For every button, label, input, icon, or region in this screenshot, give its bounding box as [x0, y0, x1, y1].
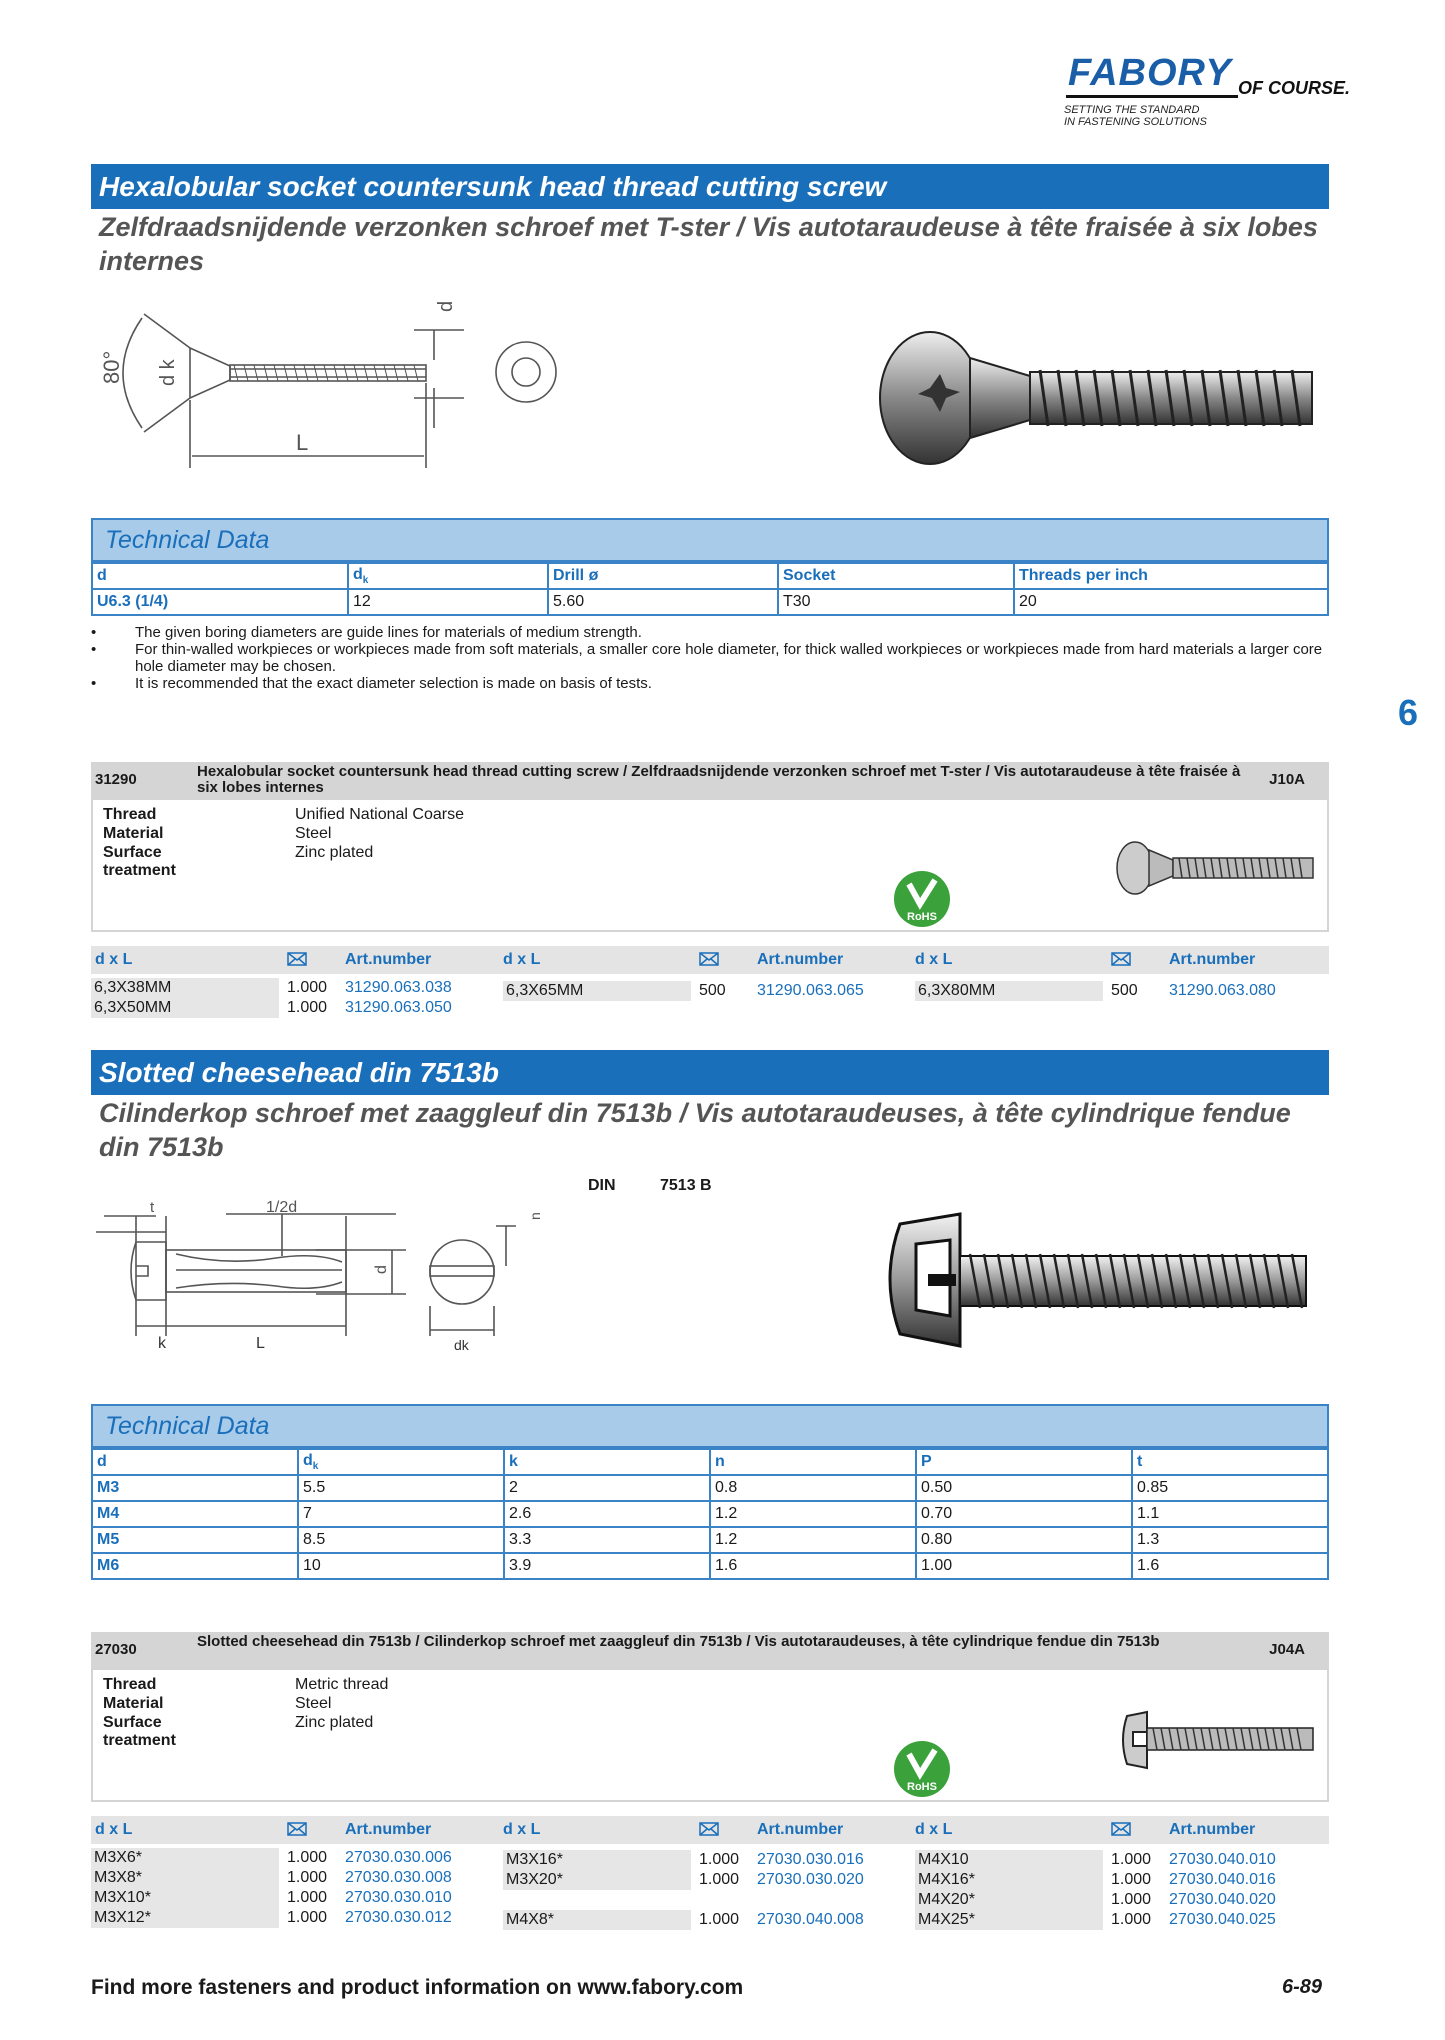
art-number-link[interactable]: 27030.040.010: [1169, 1851, 1276, 1868]
drawing-k-label: k: [158, 1335, 166, 1352]
tech-col-d: d: [92, 1449, 298, 1475]
tech-col-tpi: Threads per inch: [1014, 563, 1328, 589]
tech-cell: U6.3 (1/4): [92, 589, 348, 615]
order-header-1: [91, 946, 1329, 974]
screw-photo-countersunk: [870, 328, 1320, 468]
rohs-icon: [893, 870, 951, 928]
logo-underline: [1066, 95, 1238, 98]
tech-data-table-1: [91, 562, 1329, 616]
order-col-dl: d x L: [915, 951, 953, 968]
art-number-link[interactable]: 27030.040.016: [1169, 1871, 1276, 1888]
fabory-logo: [1062, 52, 1362, 142]
tech-data-header-1: Technical Data: [91, 518, 1329, 562]
tech-col-t: t: [1132, 1449, 1328, 1475]
art-number-link[interactable]: 31290.063.050: [345, 999, 452, 1016]
logo-of-course: OF COURSE.: [1238, 78, 1351, 98]
table-row: M4 7 2.6 1.2 0.70 1.1: [92, 1501, 1328, 1527]
envelope-icon: [699, 1821, 719, 1842]
order-col-art: Art.number: [1169, 951, 1256, 968]
section2-title: Slotted cheesehead din 7513b: [91, 1050, 1329, 1095]
din-value: 7513 B: [660, 1177, 712, 1194]
note-item: • For thin-walled workpieces or workpieces made from soft materials, a smaller core hole diameter, for thick walled workpieces or workpieces made from hard materials a larger core hole diameter may be chosen.: [91, 641, 1323, 675]
technical-drawing-cheesehead: [96, 1196, 552, 1366]
rohs-icon: [893, 1740, 951, 1798]
envelope-icon: [287, 951, 307, 972]
section1-subtitle: Zelfdraadsnijdende verzonken schroef met T-ster / Vis autotaraudeuse à tête fraisée à six lobes internes: [99, 212, 1318, 276]
order-col-dl: d x L: [915, 1821, 953, 1838]
tech-header-row: [92, 1449, 1328, 1475]
drawing-t-label: t: [150, 1199, 155, 1216]
tech-col-socket: Socket: [778, 563, 1014, 589]
note-item: • It is recommended that the exact diameter selection is made on basis of tests.: [91, 675, 652, 692]
order-header-2: [91, 1816, 1329, 1844]
tech-col-n: n: [710, 1449, 916, 1475]
drawing-dk-label: d k: [157, 359, 179, 386]
envelope-icon: [287, 1821, 307, 1842]
logo-brand: FABORY: [1068, 52, 1232, 94]
table-row: M3 5.5 2 0.8 0.50 0.85: [92, 1475, 1328, 1501]
table-row: M6 10 3.9 1.6 1.00 1.6: [92, 1553, 1328, 1579]
art-number-link[interactable]: 27030.040.008: [757, 1911, 864, 1928]
tech-header-row: [92, 563, 1328, 589]
art-number-link[interactable]: 27030.030.012: [345, 1909, 452, 1926]
drawing-L-label: L: [296, 430, 309, 455]
art-number-link[interactable]: 31290.063.038: [345, 979, 452, 996]
product-title: Slotted cheesehead din 7513b / Cilinderkop schroef met zaaggleuf din 7513b / Vis autotaraudeuses, à tête cylindrique fendue din 7513b: [197, 1633, 1160, 1650]
drawing-half-d-label: 1/2d: [266, 1199, 298, 1216]
art-number-link[interactable]: 31290.063.080: [1169, 982, 1276, 999]
order-col-dl: d x L: [95, 1821, 133, 1838]
order-col-art: Art.number: [345, 1821, 432, 1838]
product-grade: J10A: [1269, 771, 1305, 788]
envelope-icon: [1111, 951, 1131, 972]
din-label: DIN: [588, 1177, 616, 1194]
art-number-link[interactable]: 31290.063.065: [757, 982, 864, 999]
order-col-art: Art.number: [757, 1821, 844, 1838]
drawing-angle-label: 80°: [99, 350, 124, 384]
tech-col-dk: $d_k$: [348, 563, 548, 589]
drawing-d-label: d: [373, 1265, 390, 1274]
envelope-icon: [1111, 1821, 1131, 1842]
logo-tagline-2: IN FASTENING SOLUTIONS: [1064, 116, 1207, 128]
art-number-link[interactable]: 27030.030.020: [757, 1871, 864, 1888]
order-col-dl: d x L: [503, 951, 541, 968]
product-header-27030: [91, 1632, 1329, 1668]
product-code: 27030: [95, 1641, 137, 1658]
order-col-dl: d x L: [95, 951, 133, 968]
svg-text:RoHS: RoHS: [907, 1781, 937, 1793]
product-grade: J04A: [1269, 1641, 1305, 1658]
footer-text[interactable]: Find more fasteners and product information on www.fabory.com: [91, 1976, 744, 1999]
order-col-art: Art.number: [757, 951, 844, 968]
product-body-27030: Thread Metric thread Material Steel Surface treatment Zinc plated RoHS: [91, 1668, 1329, 1802]
section1-title: Hexalobular socket countersunk head thread cutting screw: [91, 164, 1329, 209]
technical-drawing-countersunk: [84, 288, 584, 478]
order-col-art: Art.number: [345, 951, 432, 968]
art-number-link[interactable]: 27030.040.025: [1169, 1911, 1276, 1928]
svg-text:RoHS: RoHS: [907, 911, 937, 923]
product-code: 31290: [95, 771, 137, 788]
order-col-dl: d x L: [503, 1821, 541, 1838]
note-item: • The given boring diameters are guide lines for materials of medium strength.: [91, 624, 642, 641]
art-number-link[interactable]: 27030.030.010: [345, 1889, 452, 1906]
tech-cell: 12: [348, 589, 548, 615]
section2-subtitle: Cilinderkop schroef met zaaggleuf din 7513b / Vis autotaraudeuses, à tête cylindrique fendue din 7513b: [99, 1098, 1291, 1162]
drawing-n-label: n: [527, 1212, 543, 1220]
notes-list: [91, 624, 1331, 692]
product-title: Hexalobular socket countersunk head thread cutting screw / Zelfdraadsnijdende verzonken schroef met T-ster / Vis autotaraudeuse à tête fraisée à six lobes internes: [197, 763, 1241, 796]
art-number-link[interactable]: 27030.040.020: [1169, 1891, 1276, 1908]
tech-col-k: k: [504, 1449, 710, 1475]
tech-col-dk: $d_k$: [298, 1449, 504, 1475]
art-number-link[interactable]: 27030.030.008: [345, 1869, 452, 1886]
product-body-31290: Thread Unified National Coarse Material Steel Surface treatment Zinc plated RoHS: [91, 798, 1329, 932]
drawing-dk-label: dk: [454, 1337, 469, 1353]
drawing-d-label: d: [435, 300, 457, 312]
tech-data-header-2: Technical Data: [91, 1404, 1329, 1448]
page-number: 6-89: [1282, 1976, 1323, 1998]
tech-cell: 5.60: [548, 589, 778, 615]
art-number-link[interactable]: 27030.030.006: [345, 1849, 452, 1866]
drawing-L-label: L: [256, 1335, 265, 1352]
table-row: [92, 589, 1328, 615]
table-row: M5 8.5 3.3 1.2 0.80 1.3: [92, 1527, 1328, 1553]
order-col-art: Art.number: [1169, 1821, 1256, 1838]
tech-data-table-2: [91, 1448, 1329, 1580]
tech-col-p: P: [916, 1449, 1132, 1475]
logo-tagline-1: SETTING THE STANDARD: [1064, 104, 1200, 116]
tech-col-d: d: [92, 563, 348, 589]
tech-cell: 20: [1014, 589, 1328, 615]
chapter-tab[interactable]: 6: [1398, 692, 1419, 733]
product-header-31290: [91, 762, 1329, 798]
art-number-link[interactable]: 27030.030.016: [757, 1851, 864, 1868]
product-thumb-cheesehead: [1119, 1706, 1319, 1772]
tech-cell: T30: [778, 589, 1014, 615]
product-thumb-countersunk: [1113, 836, 1319, 900]
tech-col-drill: Drill ø: [548, 563, 778, 589]
envelope-icon: [699, 951, 719, 972]
screw-photo-cheesehead: [880, 1204, 1320, 1354]
